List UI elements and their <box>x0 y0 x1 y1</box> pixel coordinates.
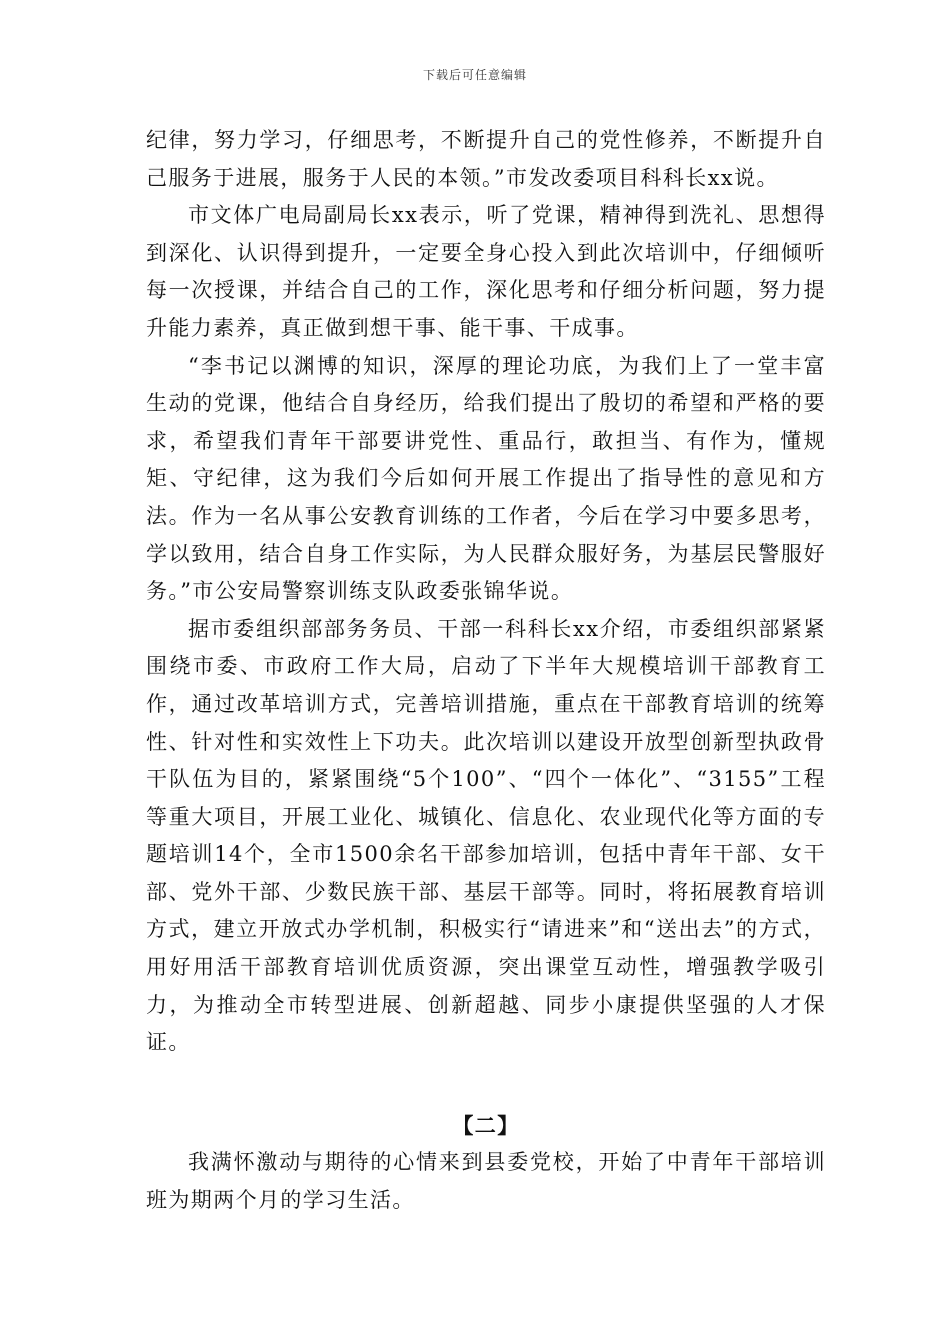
paragraph-continuation: 纪律，努力学习，仔细思考，不断提升自己的党性修养，不断提升自己服务于进展，服务于人民的本领。”市发改委项目科科长xx说。 <box>146 128 826 190</box>
section-heading: 【二】 <box>452 1112 520 1138</box>
page-header-note: 下载后可任意编辑 <box>422 68 527 82</box>
paragraph: “李书记以渊博的知识，深厚的理论功底，为我们上了一堂丰富生动的党课，他结合自身经历，给我们提出了殷切的希望和严格的要求，希望我们青年干部要讲党性、重品行，敢担当、有作为，懂规矩、守纪律，这为我们今后如何开展工作提出了指导性的意见和方法。作为一名从事公安教育训练的工作者，今后在学习中要多思考，学以致用，结合自身工作实际，为人民群众服好务，为基层民警服好务。”市公安局警察训练支队政委张锦华说。 <box>146 353 826 604</box>
paragraph: 市文体广电局副局长xx表示，听了党课，精神得到洗礼、思想得到深化、认识得到提升，一定要全身心投入到此次培训中，仔细倾听每一次授课，并结合自己的工作，深化思考和仔细分析问题，努力提升能力素养，真正做到想干事、能干事、干成事。 <box>146 203 826 340</box>
paragraph: 我满怀激动与期待的心情来到县委党校，开始了中青年干部培训班为期两个月的学习生活。 <box>146 1150 826 1213</box>
paragraph: 据市委组织部部务务员、干部一科科长xx介绍，市委组织部紧紧围绕市委、市政府工作大局，启动了下半年大规模培训干部教育工作，通过改革培训方式，完善培训措施，重点在干部教育培训的统筹性、针对性和实效性上下功夫。此次培训以建设开放型创新型执政骨干队伍为目的，紧紧围绕“5个100”、“四个一体化”、“3155”工程等重大项目，开展工业化、城镇化、信息化、农业现代化等方面的专题培训14个，全市1500余名干部参加培训，包括中青年干部、女干部、党外干部、少数民族干部、基层干部等。同时，将拓展教育培训方式，建立开放式办学机制，积极实行“请进来”和“送出去”的方式，用好用活干部教育培训优质资源，突出课堂互动性，增强教学吸引力，为推动全市转型进展、创新超越、同步小康提供坚强的人才保证。 <box>146 616 826 1055</box>
document-body <box>146 122 826 1220</box>
